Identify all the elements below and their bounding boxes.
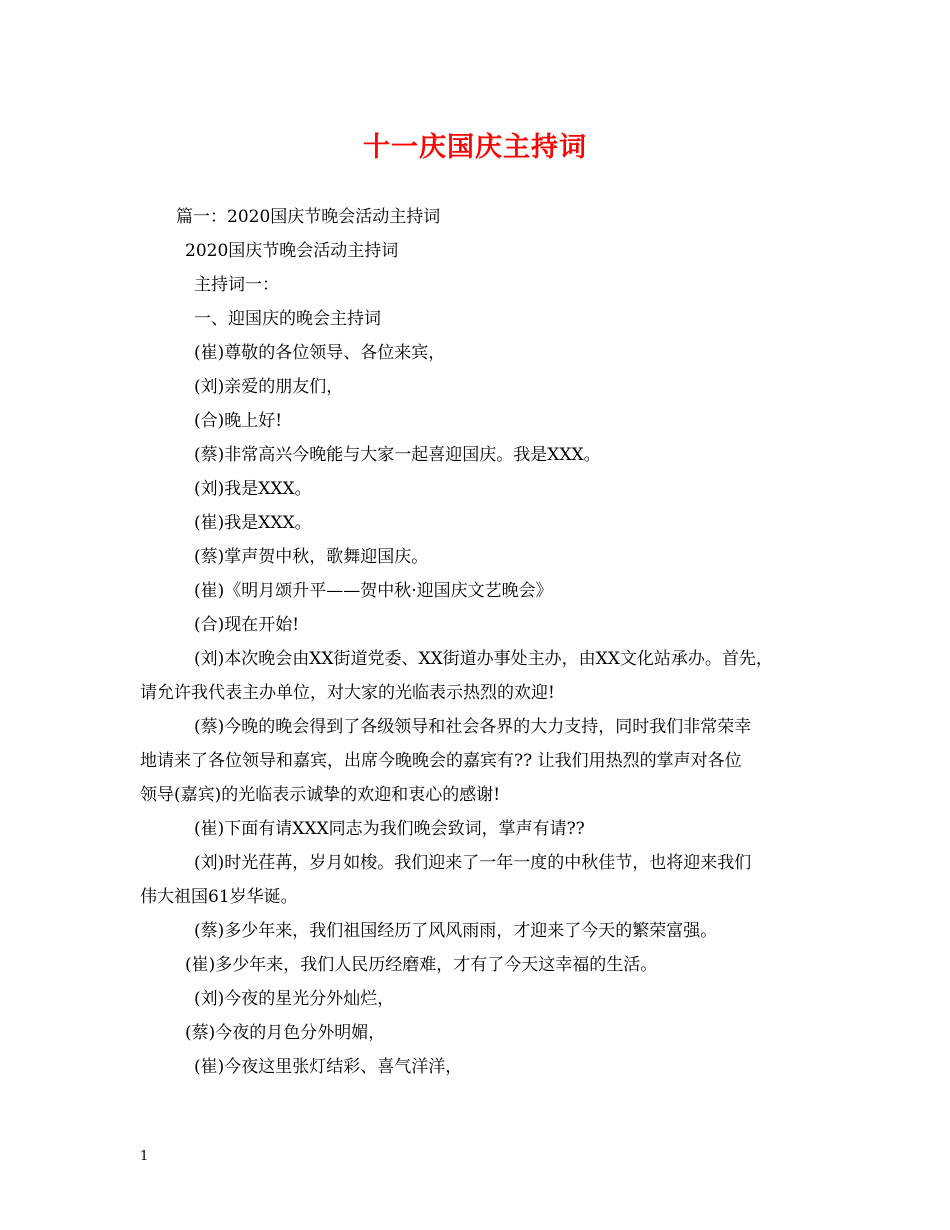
paragraph-line: (蔡)掌声贺中秋，歌舞迎国庆。 <box>194 547 429 567</box>
paragraph-line: (刘)时光荏苒，岁月如梭。我们迎来了一年一度的中秋佳节，也将迎来我们 <box>194 853 752 873</box>
paragraph-line: 篇一：2020国庆节晚会活动主持词 <box>176 207 441 227</box>
document-title: 十一庆国庆主持词 <box>363 132 587 163</box>
paragraph-line: (崔)下面有请XXX同志为我们晚会致词，掌声有请?? <box>194 819 585 839</box>
paragraph-line: (刘)我是XXX。 <box>194 479 312 499</box>
paragraph-line: (崔)尊敬的各位领导、各位来宾， <box>194 343 446 363</box>
paragraph-line: (蔡)非常高兴今晚能与大家一起喜迎国庆。我是XXX。 <box>194 445 601 465</box>
paragraph-line: (蔡)今夜的月色分外明媚， <box>185 1023 386 1043</box>
paragraph-line: 领导(嘉宾)的光临表示诚挚的欢迎和衷心的感谢! <box>140 785 501 805</box>
paragraph-line: 主持词一： <box>194 275 279 295</box>
paragraph-line: (合)晚上好! <box>194 411 283 431</box>
paragraph-line: (崔)我是XXX。 <box>194 513 312 533</box>
paragraph-line: (合)现在开始! <box>194 615 300 635</box>
document-body <box>140 200 830 1084</box>
paragraph-line: (崔)《明月颂升平——贺中秋·迎国庆文艺晚会》 <box>194 581 553 601</box>
paragraph-line: (蔡)今晚的晚会得到了各级领导和社会各界的大力支持，同时我们非常荣幸 <box>194 717 752 737</box>
paragraph-line: (蔡)多少年来，我们祖国经历了风风雨雨，才迎来了今天的繁荣富强。 <box>194 921 718 941</box>
paragraph-line: 伟大祖国61岁华诞。 <box>140 887 298 907</box>
paragraph-line: 一、迎国庆的晚会主持词 <box>194 309 381 329</box>
page-number: 1 <box>140 1149 149 1164</box>
paragraph-line: (刘)亲爱的朋友们， <box>194 377 344 397</box>
paragraph-line: (崔)多少年来，我们人民历经磨难，才有了今天这幸福的生活。 <box>185 955 658 975</box>
paragraph-line: 地请来了各位领导和嘉宾，出席今晚晚会的嘉宾有?? 让我们用热烈的掌声对各位 <box>140 751 742 771</box>
paragraph-line: (崔)今夜这里张灯结彩、喜气洋洋， <box>194 1057 463 1077</box>
paragraph-line: (刘)今夜的星光分外灿烂， <box>194 989 395 1009</box>
paragraph-line: (刘)本次晚会由XX街道党委、XX街道办事处主办，由XX文化站承办。首先， <box>194 649 773 669</box>
paragraph-line: 2020国庆节晚会活动主持词 <box>185 241 399 261</box>
paragraph-line: 请允许我代表主办单位，对大家的光临表示热烈的欢迎! <box>140 683 555 703</box>
